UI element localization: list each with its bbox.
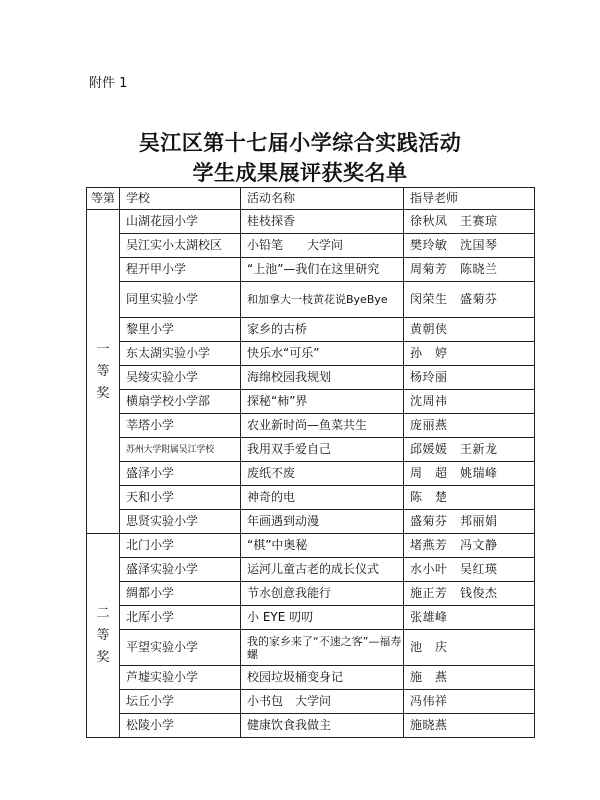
activity-cell <box>241 318 404 342</box>
activity-text: 海绵校园我规划 <box>247 370 332 384</box>
teacher-cell <box>404 558 535 582</box>
activity-cell <box>241 606 404 630</box>
activity-text: 节水创意我能行 <box>247 586 332 600</box>
activity-cell <box>241 510 404 534</box>
teacher-cell <box>404 510 535 534</box>
table-row <box>87 582 535 606</box>
activity-text: 农业新时尚—鱼菜共生 <box>247 418 368 432</box>
header-teacher: 指导老师 <box>404 188 535 210</box>
teacher-cell <box>404 210 535 234</box>
teacher-cell <box>404 438 535 462</box>
table-row <box>87 210 535 234</box>
activity-cell <box>241 534 404 558</box>
activity-cell <box>241 486 404 510</box>
activity-text: 小铅笔 大学问 <box>247 238 344 252</box>
school-cell <box>120 342 241 366</box>
activity-cell <box>241 282 404 318</box>
table-row <box>87 486 535 510</box>
teacher-text: 徐秋凤 王赛琼 <box>410 214 498 228</box>
activity-text: 我用双手爱自己 <box>247 442 332 456</box>
activity-cell <box>241 390 404 414</box>
table-row <box>87 558 535 582</box>
activity-cell <box>241 438 404 462</box>
teacher-text: 樊玲敏 沈国琴 <box>410 238 498 252</box>
table-row <box>87 390 535 414</box>
school-text: 绸都小学 <box>126 586 175 600</box>
school-cell <box>120 690 241 714</box>
activity-cell <box>241 258 404 282</box>
teacher-text: 陈 楚 <box>410 490 448 504</box>
school-text: 程开甲小学 <box>126 262 187 276</box>
school-text: 北门小学 <box>126 538 175 552</box>
school-text: 坛丘小学 <box>126 694 175 708</box>
school-text: 同里实验小学 <box>126 292 199 306</box>
award-list-table <box>86 187 535 738</box>
table-row <box>87 714 535 738</box>
activity-cell <box>241 714 404 738</box>
school-cell <box>120 606 241 630</box>
teacher-cell <box>404 714 535 738</box>
table-row <box>87 534 535 558</box>
school-text: 吴江实小太湖校区 <box>126 238 223 252</box>
teacher-cell <box>404 234 535 258</box>
header-grade: 等第 <box>87 188 120 210</box>
table-row <box>87 630 535 666</box>
activity-text: 健康饮食我做主 <box>247 718 332 732</box>
table-row <box>87 258 535 282</box>
teacher-cell <box>404 414 535 438</box>
activity-text: 小书包 大学问 <box>247 694 332 708</box>
school-text: 平望实验小学 <box>126 640 199 654</box>
school-cell <box>120 258 241 282</box>
school-cell <box>120 534 241 558</box>
school-text: 盛泽小学 <box>126 466 175 480</box>
teacher-text: 杨玲丽 <box>410 370 448 384</box>
teacher-cell <box>404 258 535 282</box>
activity-cell <box>241 234 404 258</box>
table-row <box>87 282 535 318</box>
teacher-text: 周 超 姚瑞峰 <box>410 466 498 480</box>
teacher-cell <box>404 366 535 390</box>
header-activity: 活动名称 <box>241 188 404 210</box>
activity-cell <box>241 690 404 714</box>
table-row <box>87 342 535 366</box>
teacher-cell <box>404 666 535 690</box>
teacher-text: 周菊芳 陈晓兰 <box>410 262 498 276</box>
teacher-text: 闵荣生 盛菊芬 <box>410 292 498 306</box>
activity-text: “棋”中奥秘 <box>247 538 308 552</box>
teacher-text: 冯伟祥 <box>410 694 448 708</box>
grade-label: 一等奖 <box>96 341 110 401</box>
teacher-text: 施 燕 <box>410 670 448 684</box>
school-text: 盛泽实验小学 <box>126 562 199 576</box>
school-cell <box>120 630 241 666</box>
activity-text: 校园垃圾桶变身记 <box>247 670 344 684</box>
teacher-text: 施正芳 钱俊杰 <box>410 586 498 600</box>
table-row <box>87 690 535 714</box>
table-header-row <box>87 188 535 210</box>
activity-text: 我的家乡来了“不速之客”—福寿螺 <box>247 634 402 661</box>
teacher-text: 庞丽燕 <box>410 418 448 432</box>
school-text: 芦墟实验小学 <box>126 670 199 684</box>
teacher-text: 水小叶 吴红瑛 <box>410 562 498 576</box>
activity-cell <box>241 630 404 666</box>
table-row <box>87 510 535 534</box>
teacher-cell <box>404 606 535 630</box>
activity-text: 和加拿大一枝黄花说ByeBye <box>247 293 388 306</box>
school-cell <box>120 366 241 390</box>
school-cell <box>120 582 241 606</box>
activity-text: 运河儿童古老的成长仪式 <box>247 562 380 576</box>
teacher-text: 池 庆 <box>410 640 448 654</box>
table-row <box>87 234 535 258</box>
school-text: 莘塔小学 <box>126 418 175 432</box>
activity-cell <box>241 342 404 366</box>
teacher-cell <box>404 342 535 366</box>
activity-cell <box>241 366 404 390</box>
teacher-cell <box>404 282 535 318</box>
school-cell <box>120 318 241 342</box>
teacher-text: 沈周祎 <box>410 394 448 408</box>
table-row <box>87 438 535 462</box>
school-text: 山湖花园小学 <box>126 214 199 228</box>
activity-cell <box>241 666 404 690</box>
school-cell <box>120 390 241 414</box>
school-cell <box>120 486 241 510</box>
table-row <box>87 666 535 690</box>
school-cell <box>120 234 241 258</box>
table-row <box>87 462 535 486</box>
school-text: 天和小学 <box>126 490 175 504</box>
table-row <box>87 414 535 438</box>
school-text: 苏州大学附属吴江学校 <box>126 445 215 455</box>
teacher-text: 施晓燕 <box>410 718 448 732</box>
teacher-cell <box>404 462 535 486</box>
school-text: 松陵小学 <box>126 718 175 732</box>
school-text: 横扇学校小学部 <box>126 394 211 408</box>
activity-text: 神奇的电 <box>247 490 296 504</box>
activity-cell <box>241 414 404 438</box>
activity-text: 家乡的古桥 <box>247 322 308 336</box>
teacher-cell <box>404 690 535 714</box>
teacher-cell <box>404 486 535 510</box>
school-text: 吴绫实验小学 <box>126 370 199 384</box>
school-cell <box>120 558 241 582</box>
activity-text: 探秘“柿”界 <box>247 394 308 408</box>
header-school: 学校 <box>120 188 241 210</box>
school-cell <box>120 438 241 462</box>
teacher-cell <box>404 630 535 666</box>
activity-text: 快乐水“可乐” <box>247 346 320 360</box>
school-cell <box>120 282 241 318</box>
school-text: 东太湖实验小学 <box>126 346 211 360</box>
activity-text: 废纸不废 <box>247 466 296 480</box>
activity-text: 小 EYE 叨叨 <box>247 610 314 624</box>
school-cell <box>120 666 241 690</box>
school-cell <box>120 510 241 534</box>
teacher-text: 堵燕芳 冯文静 <box>410 538 498 552</box>
document-title-line-1: 吴江区第十七届小学综合实践活动 <box>138 130 462 155</box>
school-text: 北厍小学 <box>126 610 175 624</box>
teacher-cell <box>404 582 535 606</box>
table-row <box>87 606 535 630</box>
table-row <box>87 318 535 342</box>
activity-text: 年画遇到动漫 <box>247 514 320 528</box>
document-title-line-2: 学生成果展评获奖名单 <box>192 160 408 185</box>
grade-cell <box>87 534 120 738</box>
activity-cell <box>241 582 404 606</box>
activity-cell <box>241 558 404 582</box>
school-cell <box>120 462 241 486</box>
teacher-text: 张雄峰 <box>410 610 448 624</box>
table-row <box>87 366 535 390</box>
activity-cell <box>241 462 404 486</box>
school-cell <box>120 210 241 234</box>
grade-cell <box>87 210 120 534</box>
teacher-text: 孙 婷 <box>410 346 448 360</box>
attachment-label: 附件 1 <box>89 76 128 91</box>
activity-text: “上池”—我们在这里研究 <box>247 262 380 276</box>
teacher-text: 黄朝侠 <box>410 322 448 336</box>
school-text: 黎里小学 <box>126 322 175 336</box>
school-cell <box>120 414 241 438</box>
activity-cell <box>241 210 404 234</box>
grade-label: 二等奖 <box>96 605 110 665</box>
school-text: 思贤实验小学 <box>126 514 199 528</box>
school-cell <box>120 714 241 738</box>
activity-text: 桂枝探香 <box>247 214 296 228</box>
teacher-cell <box>404 390 535 414</box>
teacher-text: 盛菊芬 邦丽娟 <box>410 514 498 528</box>
teacher-text: 邱媛媛 王新龙 <box>410 442 498 456</box>
teacher-cell <box>404 318 535 342</box>
teacher-cell <box>404 534 535 558</box>
